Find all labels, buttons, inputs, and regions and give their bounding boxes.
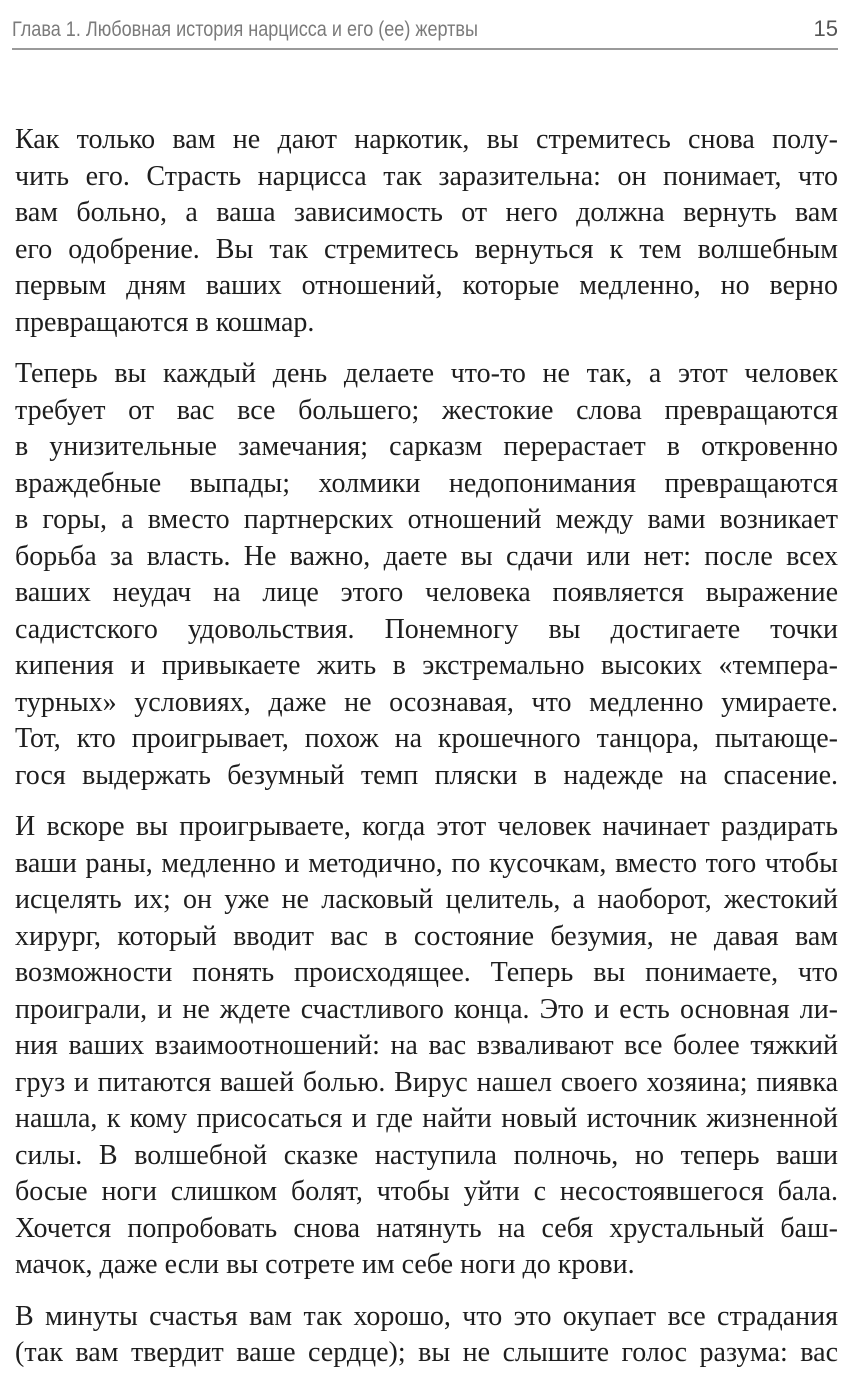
text-line: ваших неудач на лице этого человека появляется выражение	[15, 577, 838, 608]
paragraph-3	[15, 809, 838, 1284]
paragraph-1	[15, 122, 838, 341]
text-line: Теперь вы каждый день делаете что-то не так, а этот человек	[15, 358, 838, 389]
chapter-title: Глава 1. Любовная история нарцисса и его (ее) жертвы	[12, 18, 479, 41]
text-line: исцелять их; он уже не ласковый целитель, а наоборот, жестокий	[15, 884, 838, 915]
text-line: враждебные выпады; холмики недопонимания превращаются	[15, 467, 838, 499]
text-line: первым дням ваших отношений, которые медленно, но верно	[15, 270, 838, 301]
text-line: возможности понять происходящее. Теперь вы понимаете, что	[15, 957, 838, 988]
text-line: турных» условиях, даже не осознавая, что медленно умираете.	[15, 686, 838, 718]
paragraph-2	[15, 356, 838, 794]
text-line: мачок, даже если вы сотрете им себе ноги до крови.	[15, 1249, 635, 1280]
text-line: превращаются в кошмар.	[15, 306, 315, 338]
text-line: его одобрение. Вы так стремитесь вернуться к тем волшебным	[15, 233, 838, 265]
text-line: Тот, кто проигрывает, похож на крошечного танцора, пытающе-	[15, 723, 838, 754]
text-line: В минуты счастья вам так хорошо, что это окупает все страдания	[15, 1300, 838, 1332]
text-line: проиграли, и не ждете счастливого конца. Это и есть основная ли-	[15, 993, 838, 1025]
text-line: (так вам твердит ваше сердце); вы не слышите голос разума: вас	[15, 1337, 838, 1368]
text-line: в горы, а вместо партнерских отношений между вами возникает	[15, 504, 838, 535]
text-line: Хочется попробовать снова натянуть на себя хрустальный баш-	[15, 1212, 838, 1244]
text-line: вам больно, а ваша зависимость от него должна вернуть вам	[15, 197, 838, 228]
text-line: борьба за власть. Не важно, даете вы сдачи или нет: после всех	[15, 540, 838, 572]
text-line: ния ваших взаимоотношений: на вас взваливают все более тяжкий	[15, 1030, 838, 1061]
text-line: садистского удовольствия. Понемногу вы достигаете точки	[15, 613, 838, 645]
body-text	[15, 122, 838, 1387]
running-header	[12, 8, 838, 50]
text-line: хирург, который вводит вас в состояние безумия, не давая вам	[15, 920, 838, 952]
text-line: Как только вам не дают наркотик, вы стремитесь снова полу-	[15, 124, 838, 155]
text-line: чить его. Страсть нарцисса так заразительна: он понимает, что	[15, 160, 838, 192]
text-line: И вскоре вы проигрываете, когда этот человек начинает раздирать	[15, 811, 838, 842]
paragraph-4	[15, 1299, 838, 1372]
text-line: кипения и привыкаете жить в экстремально высоких «темпера-	[15, 650, 838, 681]
text-line: ваши раны, медленно и методично, по кусочкам, вместо того чтобы	[15, 847, 838, 879]
text-line: нашла, к кому присосаться и где найти новый источник жизненной	[15, 1103, 838, 1134]
text-line: силы. В волшебной сказке наступила полночь, но теперь ваши	[15, 1139, 838, 1171]
text-line: гося выдержать безумный темп пляски в надежде на спасение.	[15, 759, 838, 791]
text-line: в унизительные замечания; сарказм перерастает в откровенно	[15, 431, 838, 462]
text-line: груз и питаются вашей болью. Вирус нашел своего хозяина; пиявка	[15, 1066, 838, 1098]
text-line: требует от вас все большего; жестокие слова превращаются	[15, 394, 838, 426]
page-number: 15	[813, 16, 838, 41]
text-line: босые ноги слишком болят, чтобы уйти с несостоявшегося бала.	[15, 1176, 838, 1207]
